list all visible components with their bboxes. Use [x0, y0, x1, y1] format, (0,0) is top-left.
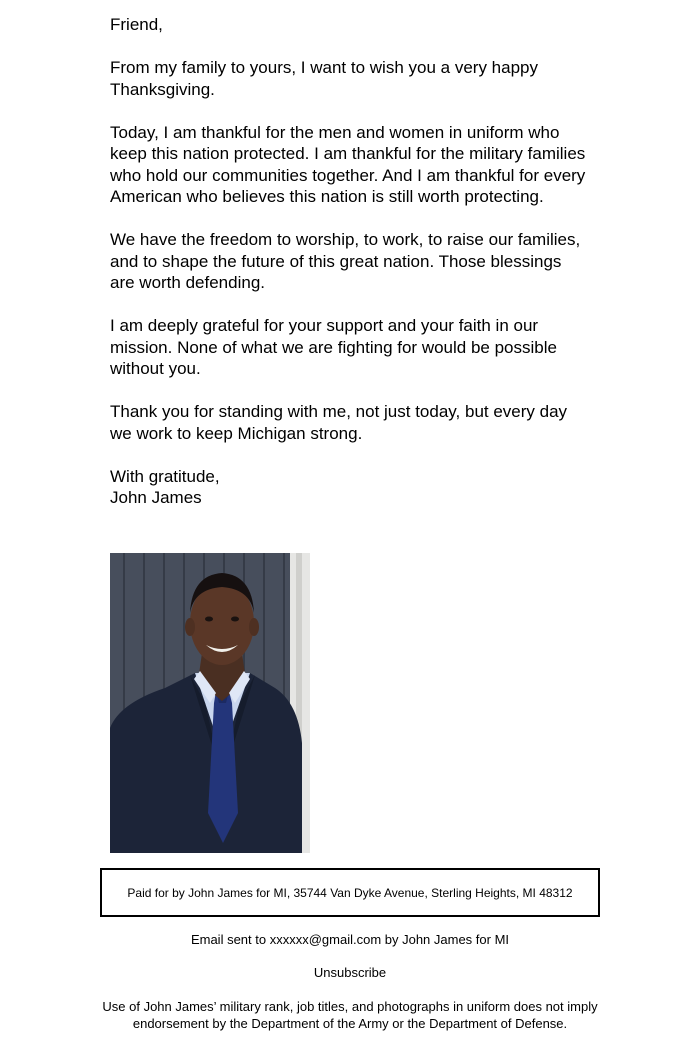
paragraph-3: We have the freedom to worship, to work, to raise our families, and to shape the future of this great nation. Those blessings are worth defending.: [110, 230, 581, 292]
signoff: [110, 466, 590, 509]
paragraph-2: Today, I am thankful for the men and women in uniform who keep this nation protected. I am thankful for the military families who hold our communities together. And I am thankful for every American who believes this nation is still worth protecting.: [110, 122, 586, 206]
military-disclaimer: [100, 999, 600, 1032]
greeting: Friend,: [110, 15, 163, 34]
paragraph-5: Thank you for standing with me, not just today, but every day we work to keep Michigan strong.: [110, 402, 568, 443]
unsubscribe-line: [100, 965, 600, 982]
paragraph-1: From my family to yours, I want to wish you a very happy Thanksgiving.: [110, 58, 538, 99]
military-disclaimer-text: Use of John James’ military rank, job titles, and photographs in uniform does not imply endorsement by the Department of the Army or the Department of Defense.: [102, 999, 598, 1031]
portrait-photo: [110, 553, 310, 853]
paragraph-4: I am deeply grateful for your support and your faith in our mission. None of what we are fighting for would be possible without you.: [110, 316, 557, 378]
unsubscribe-link[interactable]: Unsubscribe: [313, 965, 387, 980]
email-sent-text: Email sent to xxxxxx@gmail.com by John James for MI: [190, 932, 510, 947]
portrait-illustration: [110, 553, 310, 853]
paid-for-disclaimer-box: [100, 868, 600, 917]
closing: With gratitude,: [110, 466, 220, 486]
signature: John James: [110, 488, 202, 507]
paid-for-text: Paid for by John James for MI, 35744 Van Dyke Avenue, Sterling Heights, MI 48312: [127, 885, 573, 900]
letter-body: [110, 14, 590, 509]
email-sent-line: [100, 932, 600, 949]
